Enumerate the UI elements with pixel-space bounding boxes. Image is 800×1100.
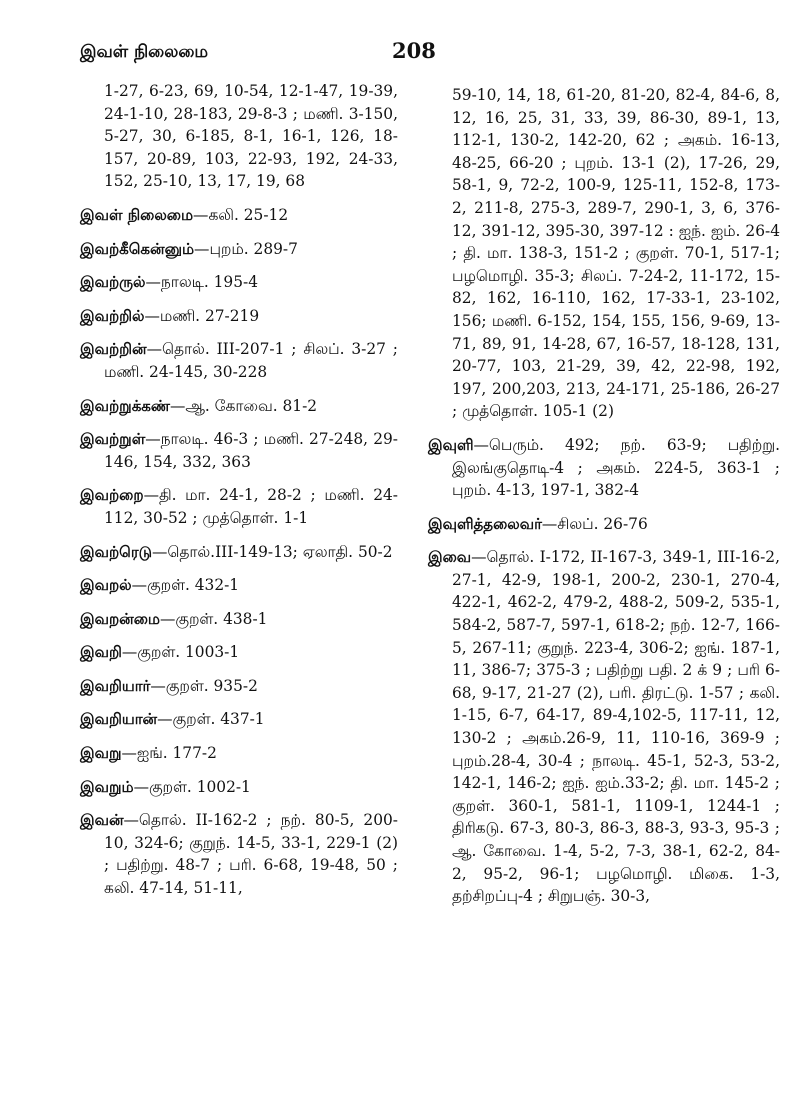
- entry-headword: இவுளித்தலைவர்: [428, 514, 542, 533]
- entry-references: —ஐங். 177-2: [121, 744, 217, 763]
- entry-references: 1-27, 6-23, 69, 10-54, 12-1-47, 19-39, 24-1-10, 28-183, 29-8-3 ; மணி. 3-150, 5-27, 30, 6-185, 8-1, 16-1, 126, 18-157, 20-89, 103, 22-93, 192, 24-33, 152, 25-10, 13, 17, 19, 68: [104, 82, 398, 191]
- entry-references: —தி. மா. 24-1, 28-2 ; மணி. 24-112, 30-52 ; முத்தொள். 1-1: [104, 486, 398, 527]
- entry-headword: இவை: [428, 548, 472, 567]
- index-entry: [80, 204, 398, 227]
- index-entry: [428, 434, 780, 502]
- index-entry: [80, 708, 398, 731]
- entry-references: —தொல். III-207-1 ; சிலப். 3-27 ; மணி. 24-145, 30-228: [104, 340, 398, 381]
- entry-references: —நாலடி. 46-3 ; மணி. 27-248, 29-146, 154, 332, 363: [104, 430, 398, 471]
- entry-references: —குறள். 438-1: [159, 609, 268, 628]
- entry-headword: இவறன்மை: [80, 609, 160, 628]
- index-entry: [80, 675, 398, 698]
- index-entry: [428, 546, 780, 908]
- entry-references: 59-10, 14, 18, 61-20, 81-20, 82-4, 84-6, 8, 12, 16, 25, 31, 33, 39, 86-30, 89-1, 13, 112-1, 130-2, 142-20, 62 ; அகம். 16-13, 48-25, 66-20 ; புறம். 13-1 (2), 17-26, 29, 58-1, 9, 72-2, 100-9, 125-11, 152-8, 173-2, 211-8, 275-3, 289-7, 290-1, 3, 6, 376-12, 391-12, 395-30, 397-12 : ஐந். ஐம். 26-4 ; தி. மா. 138-3, 151-2 ; குறள். 70-1, 517-1; பழமொழி. 35-3; சிலப். 7-24-2, 11-172, 15-82, 162, 16-110, 162, 17-33-1, 23-102, 156; மணி. 6-152, 154, 155, 156, 9-69, 13-71, 89, 91, 14-28, 67, 16-57, 18-128, 131, 20-77, 103, 21-29, 39, 42, 22-98, 192, 197, 200,203, 213, 24-171, 25-186, 26-27 ; முத்தொள். 105-1 (2): [452, 86, 780, 421]
- index-entry: [428, 513, 780, 536]
- entry-headword: இவற்றுள்: [80, 430, 146, 449]
- entry-headword: இவற்றை: [80, 486, 144, 505]
- index-entry: [80, 484, 398, 529]
- entry-headword: இவறும்: [80, 777, 134, 796]
- entry-references: —ஆ. கோவை. 81-2: [169, 396, 318, 415]
- entry-headword: இவறு: [80, 744, 122, 763]
- entry-references: —தொல்.III-149-13; ஏலாதி. 50-2: [151, 542, 393, 561]
- entry-headword: இவறியார்: [80, 676, 151, 695]
- entry-references: —குறள். 432-1: [131, 576, 240, 595]
- index-entry: [80, 641, 398, 664]
- entry-references: —குறள். 1003-1: [121, 643, 240, 662]
- index-entry: [80, 395, 398, 418]
- entry-headword: இவன்: [80, 811, 124, 830]
- index-entry: [80, 338, 398, 383]
- index-entry: [80, 608, 398, 631]
- entry-headword: இவற்ரெடு: [80, 542, 152, 561]
- entry-headword: இவறல்: [80, 576, 132, 595]
- entry-references: —குறள். 1002-1: [133, 777, 251, 796]
- running-title: இவள் நிலைமை: [80, 42, 209, 62]
- entry-references: —புறம். 289-7: [194, 239, 298, 258]
- entry-references: —குறள். 437-1: [157, 710, 265, 729]
- entry-references: —தொல். II-162-2 ; நற். 80-5, 200-10, 324-6; குறுந். 14-5, 33-1, 229-1 (2) ; பதிற்று. 48-7 ; பரி. 6-68, 19-48, 50 ; கலி. 47-14, 51-11,: [104, 811, 398, 898]
- entry-references: —சிலப். 26-76: [541, 514, 648, 533]
- entry-headword: இவற்ருல்: [80, 273, 146, 292]
- left-column: [80, 80, 398, 911]
- index-entry: [428, 84, 780, 423]
- page-number: 208: [392, 38, 436, 63]
- entry-references: —நாலடி. 195-4: [145, 273, 258, 292]
- entry-references: —தொல். I-172, II-167-3, 349-1, III-16-2, 27-1, 42-9, 198-1, 200-2, 230-1, 270-4, 422-1, 462-2, 479-2, 488-2, 509-2, 535-1, 584-2, 587-7, 597-1, 618-2; நற். 12-7, 166-5, 267-11; குறுந். 223-4, 306-2; ஐங். 187-1, 11, 386-7; 375-3 ; பதிற்று பதி. 2 க் 9 ; பரி 6-68, 9-17, 21-27 (2), பரி. திரட்டு. 1-57 ; கலி. 1-15, 6-7, 64-17, 89-4,102-5, 117-11, 12, 130-2 ; அகம்.26-9, 11, 110-16, 369-9 ; புறம்.28-4, 30-4 ; நாலடி. 45-1, 52-3, 53-2, 142-1, 146-2; ஐந். ஐம்.33-2; தி. மா. 145-2 ; குறள். 360-1, 581-1, 1109-1, 1244-1 ; திரிகடு. 67-3, 80-3, 86-3, 88-3, 93-3, 95-3 ; ஆ. கோவை. 1-4, 5-2, 7-3, 38-1, 62-2, 84-2, 95-2, 96-1; பழமொழி. மிகை. 1-3, தற்சிறப்பு-4 ; சிறுபஞ். 30-3,: [452, 548, 780, 906]
- entry-headword: இவள் நிலைமை: [80, 205, 194, 224]
- entry-references: —குறள். 935-2: [150, 676, 258, 695]
- index-entry: [80, 742, 398, 765]
- entry-headword: இவறி: [80, 643, 122, 662]
- index-entry: [80, 428, 398, 473]
- entry-references: —கலி. 25-12: [193, 205, 289, 224]
- entry-headword: இவுளி: [428, 435, 474, 454]
- index-entry: [80, 305, 398, 328]
- index-entry: [80, 809, 398, 899]
- entry-headword: இவறியான்: [80, 710, 158, 729]
- index-entry: [80, 574, 398, 597]
- index-entry: [80, 80, 398, 193]
- entry-headword: இவற்கீகென்னும்: [80, 239, 195, 258]
- index-entry: [80, 238, 398, 261]
- entry-headword: இவற்றின்: [80, 340, 147, 359]
- index-entry: [80, 271, 398, 294]
- index-entry: [80, 541, 398, 564]
- entry-headword: இவற்றுக்கண்: [80, 396, 170, 415]
- entry-references: —பெரும். 492; நற். 63-9; பதிற்று. இலங்குதொடி-4 ; அகம். 224-5, 363-1 ; புறம். 4-13, 197-1, 382-4: [452, 435, 780, 500]
- index-entry: [80, 776, 398, 799]
- right-column: [428, 84, 780, 919]
- entry-headword: இவற்றில்: [80, 306, 145, 325]
- entry-references: —மணி. 27-219: [144, 306, 260, 325]
